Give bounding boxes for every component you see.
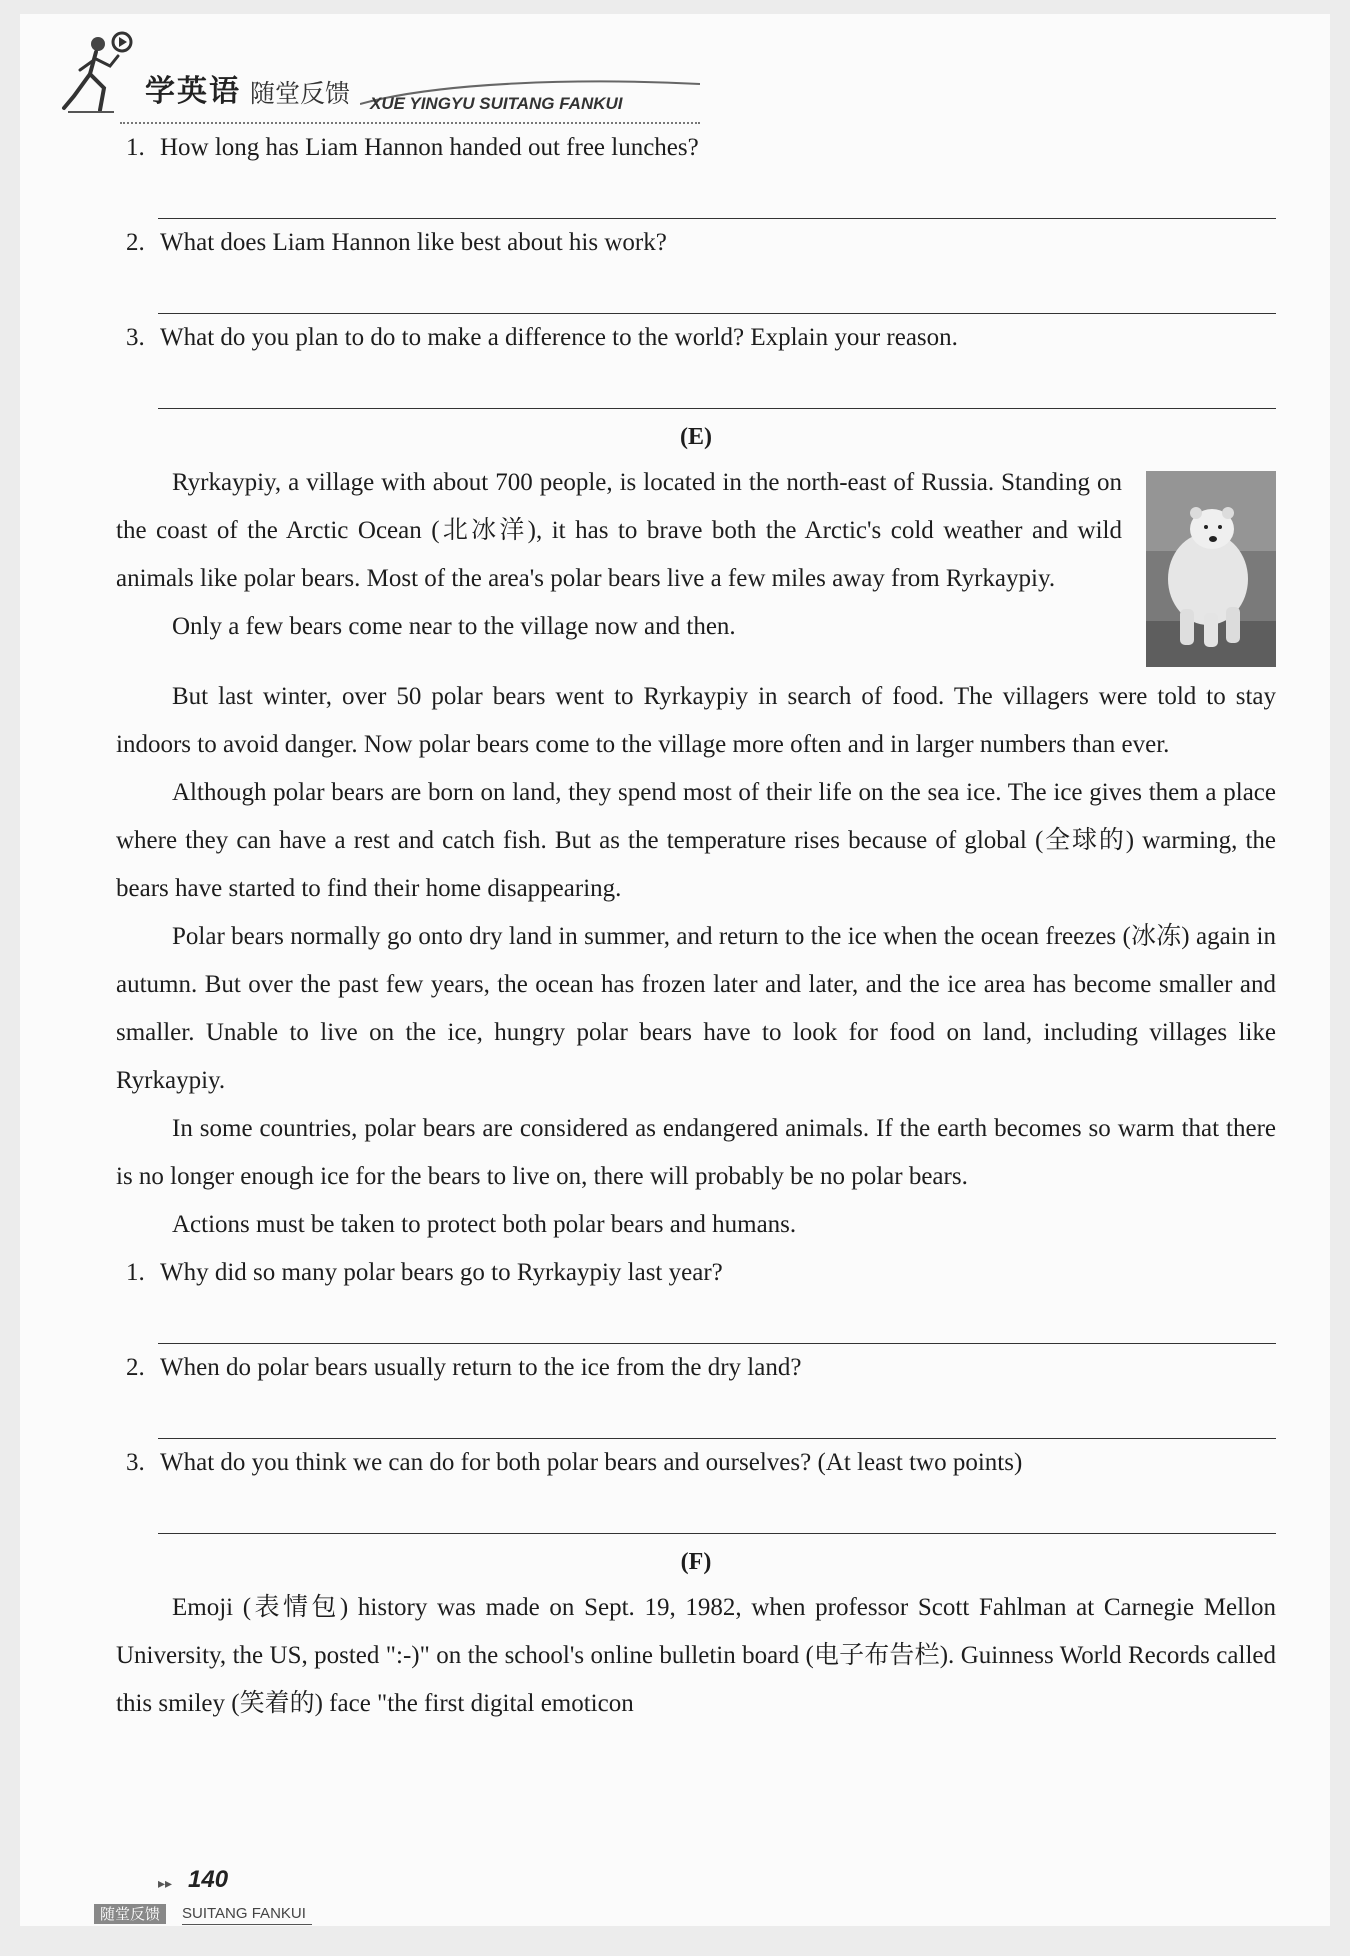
answer-line[interactable]	[158, 1392, 1276, 1439]
page-number: 140	[188, 1866, 229, 1893]
questions-d	[116, 124, 1276, 409]
answer-line[interactable]	[158, 172, 1276, 219]
question-text: Why did so many polar bears go to Ryrkaypiy last year?	[160, 1259, 723, 1286]
paragraph: Although polar bears are born on land, they spend most of their life on the sea ice. The ice gives them a place where they can have a rest and catch fish. But as the temperature rises because of global (全球的) warming, the bears have started to find their home disappearing.	[116, 779, 1276, 902]
paragraph: But last winter, over 50 polar bears went to Ryrkaypiy in search of food. The villagers were told to stay indoors to avoid danger. Now polar bears come to the village more often and in larger numbers than ever.	[116, 683, 1276, 758]
question-text: What do you plan to do to make a difference to the world? Explain your reason.	[160, 324, 958, 351]
brand-subtitle: 随堂反馈	[250, 79, 351, 108]
answer-line[interactable]	[158, 1297, 1276, 1344]
paragraph: Emoji (表情包) history was made on Sept. 19, 1982, when professor Scott Fahlman at Carnegie Mellon University, the US, posted ":-)" on the school's online bulletin board (电子布告栏). Guinness World Records called this smiley (笑着的) face "the first digital emoticon	[116, 1594, 1276, 1717]
brand-english: XUE YINGYU SUITANG FANKUI	[370, 94, 623, 113]
question-text: What does Liam Hannon like best about his work?	[160, 229, 667, 256]
paragraph: Actions must be taken to protect both polar bears and humans.	[172, 1211, 797, 1238]
answer-line[interactable]	[158, 1487, 1276, 1534]
worksheet-page	[20, 14, 1330, 1926]
answer-line[interactable]	[158, 267, 1276, 314]
footer-english: SUITANG FANKUI	[182, 1904, 312, 1925]
questions-e	[116, 1249, 1276, 1534]
question-text: How long has Liam Hannon handed out free lunches?	[160, 134, 699, 161]
paragraph: Only a few bears come near to the village now and then.	[172, 613, 736, 640]
paragraph: Polar bears normally go onto dry land in summer, and return to the ice when the ocean freezes (冰冻) again in autumn. But over the past few years, the ocean has frozen later and later, and the ice area has become smaller and smaller. Unable to live on the ice, hungry polar bears have to look for food on land, including villages like Ryrkaypiy.	[116, 923, 1276, 1094]
passage-e	[116, 459, 1276, 1249]
question-item: 3. What do you plan to do to make a difference to the world? Explain your reason.	[116, 314, 1276, 362]
arrow-icon: ▸▸	[158, 1876, 173, 1892]
page-footer	[70, 1858, 370, 1923]
paragraph: Ryrkaypiy, a village with about 700 people, is located in the north-east of Russia. Standing on the coast of the Arctic Ocean (北冰洋), it has to brave both the Arctic's cold weather and wild animals like polar bears. Most of the area's polar bears live a few miles away from Ryrkaypiy.	[116, 469, 1122, 592]
section-e-title: (E)	[680, 424, 712, 450]
question-item: 1. Why did so many polar bears go to Ryrkaypiy last year?	[116, 1249, 1276, 1297]
page-header	[60, 26, 700, 136]
question-text: What do you think we can do for both polar bears and ourselves? (At least two points)	[160, 1449, 1023, 1476]
question-text: When do polar bears usually return to the ice from the dry land?	[160, 1354, 802, 1381]
section-f-title: (F)	[680, 1549, 712, 1575]
question-item: 3. What do you think we can do for both polar bears and ourselves? (At least two points)	[116, 1439, 1276, 1487]
footer-tag: 随堂反馈	[94, 1904, 166, 1924]
main-content	[116, 124, 1276, 1728]
question-item: 2. When do polar bears usually return to the ice from the dry land?	[116, 1344, 1276, 1392]
question-item: 1. How long has Liam Hannon handed out free lunches?	[116, 124, 1276, 172]
paragraph: In some countries, polar bears are considered as endangered animals. If the earth becomes so warm that there is no longer enough ice for the bears to live on, there will probably be no polar bears.	[116, 1115, 1276, 1190]
polar-bear-photo	[1146, 471, 1276, 667]
answer-line[interactable]	[158, 362, 1276, 409]
brand-title: 学英语	[145, 74, 241, 109]
question-item: 2. What does Liam Hannon like best about his work?	[116, 219, 1276, 267]
runner-logo-icon	[60, 26, 150, 122]
